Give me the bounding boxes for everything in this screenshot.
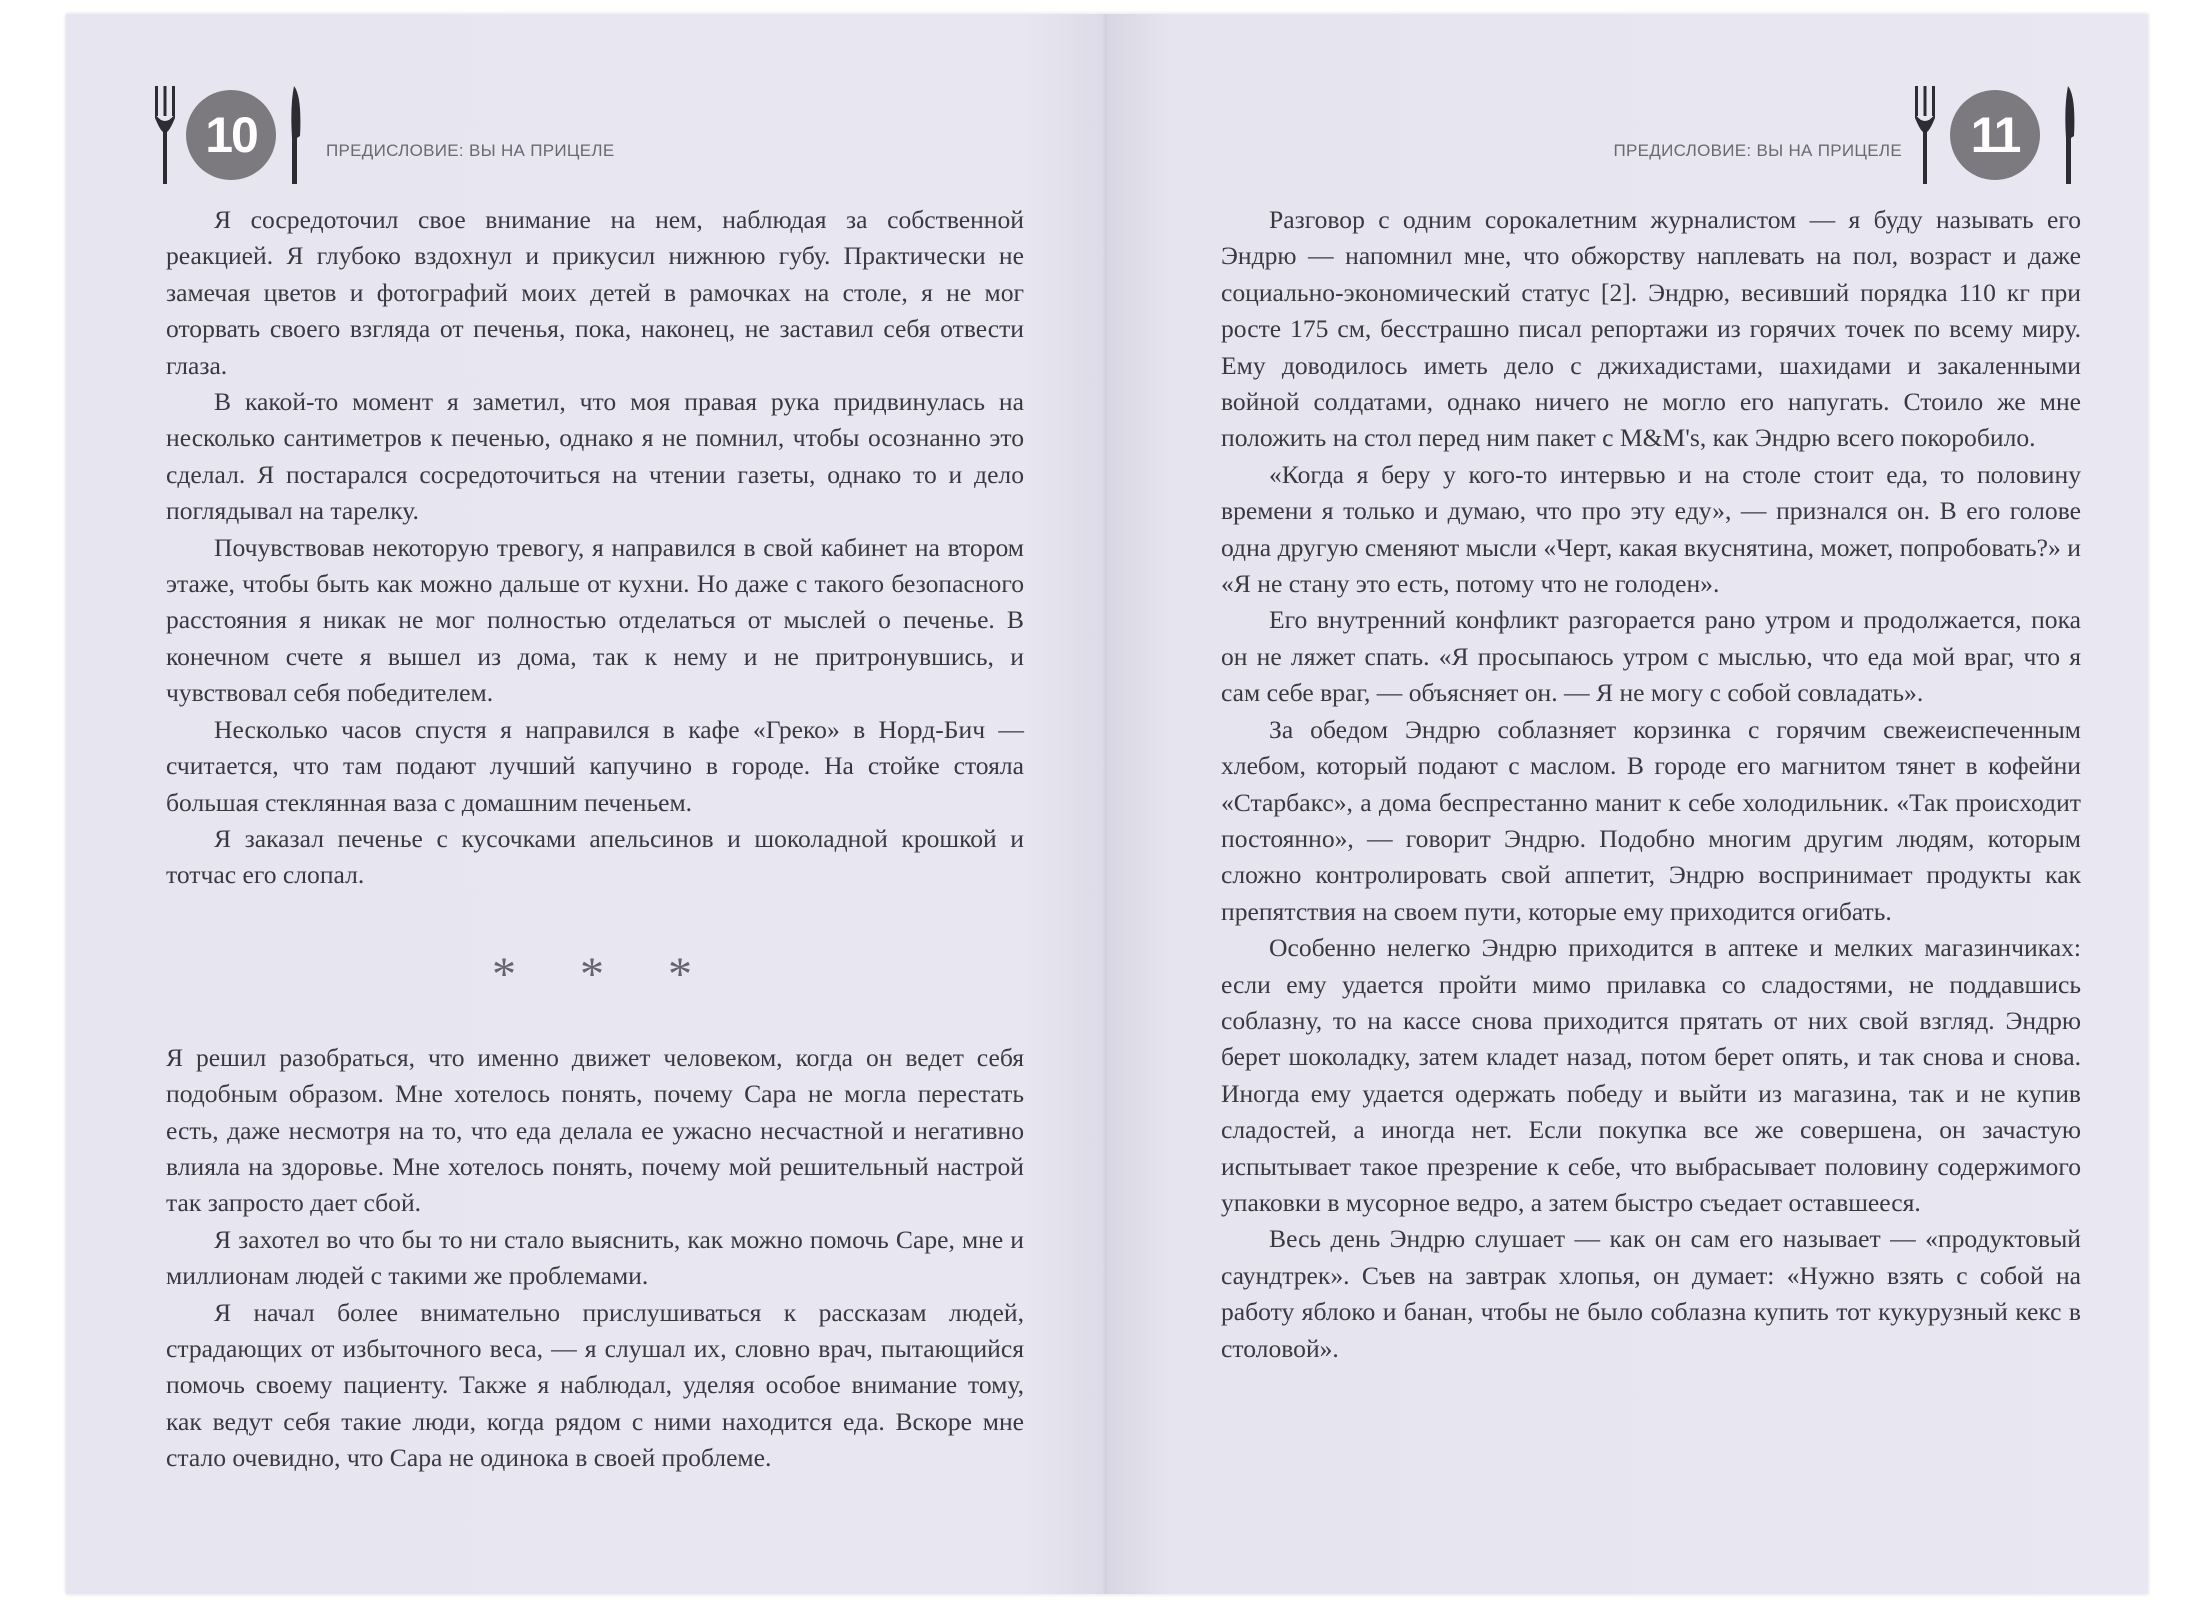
- paragraph: Я начал более внимательно прислушиваться к рассказам людей, страдающих от избыточного веса, — я слушал их, словно врач, пытающийся помочь своему пациенту. Также я наблюдал, уделяя особое внимание тому, как ведут себя такие люди, когда рядом с ними находится еда. Вскоре мне стало очевидно, что Сара не одинока в своей проблеме.: [166, 1297, 1024, 1473]
- right-page: [1107, 14, 2148, 1594]
- paragraph: Я сосредоточил свое внимание на нем, наблюдая за собственной реакцией. Я глубоко вздохнул и прикусил нижнюю губу. Практически не замечая цветов и фотографий моих детей в рамочках на столе, я не мог оторвать своего взгляда от печенья, пока, наконец, не заставил себя отвести глаза.: [166, 205, 1024, 380]
- paragraph: Я заказал печенье с кусочками апельсинов и шоколадной крошкой и тотчас его слопал.: [166, 823, 1024, 890]
- paragraph: В какой-то момент я заметил, что моя правая рука придвинулась на несколько сантиметров к печенью, однако я не помнил, чтобы осознанно это сделал. Я постарался сосредоточиться на чтении газеты, однако то и дело поглядывал на тарелку.: [166, 387, 1024, 526]
- right-page-body: [1221, 202, 2081, 1367]
- paragraph: Его внутренний конфликт разгорается рано утром и продолжается, пока он не ляжет спать. «Я просыпаюсь утром с мыслью, что еда мой враг, что я сам себе враг, — объясняет он. — Я не могу с собой совладать».: [1221, 605, 2081, 708]
- fork-icon: [1912, 86, 1938, 186]
- paragraph: Несколько часов спустя я направился в кафе «Греко» в Норд-Бич — считается, что там подают лучший капучино в городе. На стойке стояла большая стеклянная ваза с домашним печеньем.: [166, 714, 1024, 817]
- left-page: [66, 14, 1107, 1594]
- section-break: * * *: [492, 947, 718, 1001]
- paragraph: Почувствовав некоторую тревогу, я направился в свой кабинет на втором этаже, чтобы быть как можно дальше от кухни. Но даже с такого безопасного расстояния я никак не мог полностью отделаться от мыслей о печенье. В конечном счете я вышел из дома, так к нему и не притронувшись, и чувствовал себя победителем.: [166, 532, 1024, 708]
- paragraph: «Когда я беру у кого-то интервью и на столе стоит еда, то половину времени я только и думаю, что про эту еду», — признался он. В его голове одна другую сменяют мысли «Черт, какая вкуснятина, может, попробовать?» и «Я не стану это есть, потому что не голоден».: [1221, 459, 2081, 599]
- knife-icon: [2060, 86, 2078, 186]
- paragraph: Я захотел во что бы то ни стало выяснить, как можно помочь Саре, мне и миллионам людей с такими же проблемами.: [166, 1224, 1024, 1291]
- paragraph: За обедом Эндрю соблазняет корзинка с горячим свежеиспеченным хлебом, который подают с маслом. В городе его магнитом тянет в кофейни «Старбакс», а дома беспрестанно манит к себе холодильник. «Так происходит постоянно», — говорит Эндрю. Подобно многим другим людям, которым сложно контролировать свой аппетит, Эндрю воспринимает продукты как препятствия на своем пути, которые ему приходится огибать.: [1221, 714, 2081, 926]
- paragraph: Разговор с одним сорокалетним журналистом — я буду называть его Эндрю — напомнил мне, что обжорству наплевать на пол, возраст и даже социально-экономический статус [2]. Эндрю, весивший порядка 110 кг при росте 175 см, бесстрашно писал репортажи из горячих точек по всему миру. Ему доводилось иметь дело с джихадистами, шахидами и закаленными войной солдатами, однако ничего не могло его напугать. Стоило же мне положить на стол перед ним пакет с M&M's, как Эндрю всего покоробило.: [1221, 205, 2081, 453]
- running-title: ПРЕДИСЛОВИЕ: ВЫ НА ПРИЦЕЛЕ: [1613, 141, 1902, 160]
- right-page-header: [1438, 86, 2078, 186]
- page-number-badge: 10: [186, 90, 276, 180]
- paragraph: Весь день Эндрю слушает — как он сам его называет — «продуктовый саундтрек». Съев на завтрак хлопья, он думает: «Нужно взять с собой на работу яблоко и банан, чтобы не было соблазна купить тот кукурузный кекс в столовой».: [1221, 1224, 2081, 1363]
- page-number-badge: 11: [1950, 90, 2040, 180]
- fork-icon: [152, 86, 178, 186]
- paragraph: Особенно нелегко Эндрю приходится в аптеке и мелких магазинчиках: если ему удается пройти мимо прилавка со сладостями, не поддавшись соблазну, то на кассе снова приходится прятать от них свой взгляд. Эндрю берет шоколадку, затем кладет назад, потом берет опять, и так снова и снова. Иногда ему удается одержать победу и выйти из магазина, так и не купив сладостей, а иногда нет. Если покупка все же совершена, он зачастую испытывает такое презрение к себе, что выбрасывает половину содержимого упаковки в мусорное ведро, а затем быстро съедает оставшееся.: [1221, 933, 2081, 1217]
- left-page-body: [166, 202, 1024, 1477]
- knife-icon: [286, 86, 304, 186]
- running-title: ПРЕДИСЛОВИЕ: ВЫ НА ПРИЦЕЛЕ: [326, 141, 615, 160]
- paragraph: Я решил разобраться, что именно движет человеком, когда он ведет себя подобным образом. Мне хотелось понять, почему Сара не могла перестать есть, даже несмотря на то, что еда делала ее ужасно несчастной и негативно влияла на здоровье. Мне хотелось понять, почему мой решительный настрой так запросто дает сбой.: [166, 1042, 1024, 1218]
- book-spread: [66, 14, 2148, 1594]
